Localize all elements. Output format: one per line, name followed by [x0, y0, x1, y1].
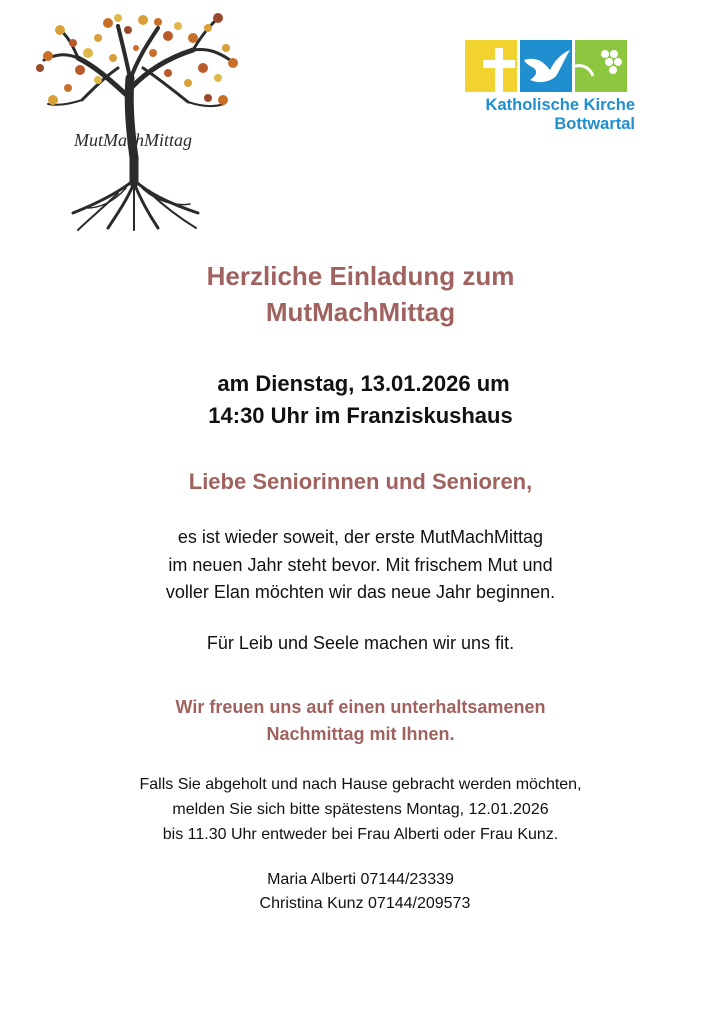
- church-name-line2: Bottwartal: [554, 115, 635, 133]
- dove-icon: [520, 40, 572, 92]
- pickup-line3: bis 11.30 Uhr entweder bei Frau Alberti oder Frau Kunz.: [162, 826, 559, 843]
- katholische-kirche-logo: [465, 40, 637, 140]
- event-date-place: [0, 368, 721, 432]
- grapes-icon: [575, 40, 627, 92]
- place-line: 14:30 Uhr im Franziskushaus: [208, 403, 513, 428]
- mutmachmittag-logo: [18, 8, 250, 236]
- contact-list: [0, 868, 721, 916]
- title-line1: Herzliche Einladung zum: [206, 261, 515, 291]
- tree-with-roots-icon: [18, 8, 250, 236]
- closing-line2: Nachmittag mit Ihnen.: [266, 724, 455, 744]
- body-line1: es ist wieder soweit, der erste MutMachMittag: [177, 527, 544, 547]
- body-line2: im neuen Jahr steht bevor. Mit frischem Mut und: [168, 554, 553, 575]
- contact-alberti: Maria Alberti 07144/23339: [267, 871, 454, 888]
- pickup-line2: melden Sie sich bitte spätestens Montag, 12.01.2026: [172, 801, 549, 818]
- closing-text: [0, 694, 721, 748]
- church-name-line1: Katholische Kirche: [485, 96, 635, 114]
- cross-icon: [465, 40, 517, 92]
- pickup-line1: Falls Sie abgeholt und nach Hause gebracht werden möchten,: [139, 776, 582, 793]
- body-line4: Für Leib und Seele machen wir uns fit.: [206, 633, 515, 653]
- logo-squares: [465, 40, 637, 92]
- contact-kunz: Christina Kunz 07144/209573: [250, 895, 471, 912]
- church-name: [465, 96, 637, 134]
- body-text: [0, 524, 721, 607]
- closing-line1: Wir freuen uns auf einen unterhaltsamenen: [175, 697, 546, 717]
- greeting: Liebe Seniorinnen und Senioren,: [188, 469, 533, 494]
- date-line: am Dienstag, 13.01.2026 um: [211, 371, 510, 396]
- body-line3: voller Elan möchten wir das neue Jahr beginnen.: [165, 582, 556, 602]
- pickup-info: [0, 772, 721, 847]
- invitation-title: [0, 258, 721, 330]
- logo-text: MutMachMittag: [74, 130, 192, 150]
- title-line2: MutMachMittag: [265, 297, 456, 327]
